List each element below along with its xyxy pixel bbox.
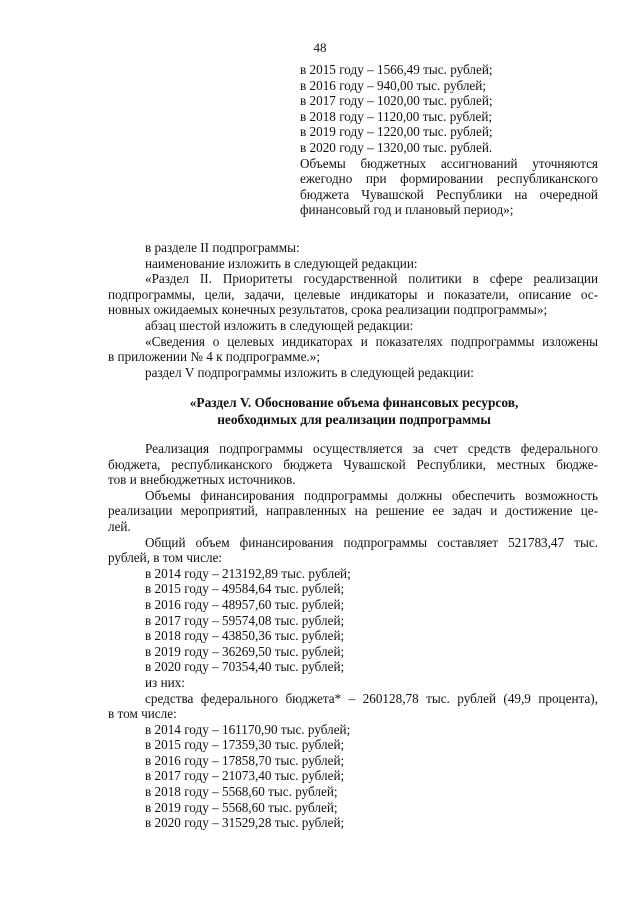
federal-year-line: в 2014 году – 161170,90 тыс. рублей; bbox=[145, 721, 351, 737]
federal-year-line: в 2017 году – 21073,40 тыс. рублей; bbox=[145, 768, 345, 784]
year-line-2018: в 2018 году – 1120,00 тыс. рублей; bbox=[300, 108, 493, 124]
body-line: рублей, в том числе: bbox=[108, 550, 223, 566]
page-number: 48 bbox=[313, 40, 327, 55]
amendment-line: «Раздел II. Приоритеты государственной политики в сфере реализации bbox=[145, 271, 598, 287]
note-line: ежегодно при формировании республиканского bbox=[300, 171, 598, 187]
body-line: в том числе: bbox=[108, 706, 177, 722]
year-line-2016: в 2016 году – 940,00 тыс. рублей; bbox=[300, 77, 486, 93]
body-line: реализации мероприятий, направленных на решение ее задач и достижение це- bbox=[108, 503, 598, 519]
note-line: бюджета Чувашской Республики на очередной bbox=[300, 186, 598, 202]
amendment-line: раздел V подпрограммы изложить в следующей редакции: bbox=[145, 364, 474, 380]
federal-year-line: в 2015 году – 17359,30 тыс. рублей; bbox=[145, 737, 345, 753]
heading-line: необходимых для реализации подпрограммы bbox=[217, 411, 491, 427]
total-year-line: в 2017 году – 59574,08 тыс. рублей; bbox=[145, 612, 345, 628]
federal-year-line: в 2018 году – 5568,60 тыс. рублей; bbox=[145, 784, 338, 800]
body-line: тов и внебюджетных источников. bbox=[108, 472, 296, 488]
amendment-line: в разделе II подпрограммы: bbox=[145, 240, 300, 255]
note-line: финансовый год и плановый период»; bbox=[300, 202, 514, 218]
amendment-line: подпрограммы, цели, задачи, целевые индикаторы и показатели, описание ос- bbox=[108, 286, 598, 302]
total-year-line: в 2016 году – 48957,60 тыс. рублей; bbox=[145, 596, 345, 612]
note-line: Объемы бюджетных ассигнований уточняются bbox=[300, 155, 598, 171]
total-year-line: в 2020 году – 70354,40 тыс. рублей; bbox=[145, 659, 345, 675]
amendment-line: абзац шестой изложить в следующей редакции: bbox=[145, 317, 414, 333]
amendments-block bbox=[108, 240, 598, 380]
financing-by-year-list bbox=[300, 62, 598, 218]
section-body bbox=[108, 441, 598, 831]
body-line: из них: bbox=[145, 674, 185, 690]
total-year-line: в 2018 году – 43850,36 тыс. рублей; bbox=[145, 628, 345, 644]
total-year-line: в 2019 году – 36269,50 тыс. рублей; bbox=[145, 643, 345, 659]
federal-year-line: в 2019 году – 5568,60 тыс. рублей; bbox=[145, 799, 338, 815]
total-year-line: в 2015 году – 49584,64 тыс. рублей; bbox=[145, 581, 345, 597]
section-heading bbox=[108, 395, 600, 428]
body-line: средства федерального бюджета* – 260128,78 тыс. рублей (49,9 процента), bbox=[145, 690, 598, 706]
body-line: Общий объем финансирования подпрограммы составляет 521783,47 тыс. bbox=[145, 534, 598, 550]
federal-year-line: в 2020 году – 31529,28 тыс. рублей; bbox=[145, 815, 345, 831]
amendment-line: наименование изложить в следующей редакции: bbox=[145, 255, 418, 271]
amendment-line: «Сведения о целевых индикаторах и показателях подпрограммы изложены bbox=[145, 333, 598, 349]
body-line: лей. bbox=[108, 518, 131, 534]
amendment-line: новных ожидаемых конечных результатов, срока реализации подпрограммы»; bbox=[108, 302, 548, 318]
body-line: бюджета, республиканского бюджета Чувашской Республики, местных бюдже- bbox=[108, 456, 598, 472]
amendment-line: в приложении № 4 к подпрограмме.»; bbox=[108, 349, 320, 365]
total-year-line: в 2014 году – 213192,89 тыс. рублей; bbox=[145, 565, 351, 581]
body-line: Реализация подпрограммы осуществляется за счет средств федерального bbox=[145, 441, 598, 456]
year-line-2019: в 2019 году – 1220,00 тыс. рублей; bbox=[300, 124, 493, 140]
federal-year-line: в 2016 году – 17858,70 тыс. рублей; bbox=[145, 752, 345, 768]
year-line-2017: в 2017 году – 1020,00 тыс. рублей; bbox=[300, 93, 493, 109]
year-line-2020: в 2020 году – 1320,00 тыс. рублей. bbox=[300, 139, 493, 155]
body-line: Объемы финансирования подпрограммы должны обеспечить возможность bbox=[145, 487, 598, 503]
heading-line: «Раздел V. Обоснование объема финансовых ресурсов, bbox=[189, 395, 519, 410]
year-line-2015: в 2015 году – 1566,49 тыс. рублей; bbox=[300, 62, 493, 77]
